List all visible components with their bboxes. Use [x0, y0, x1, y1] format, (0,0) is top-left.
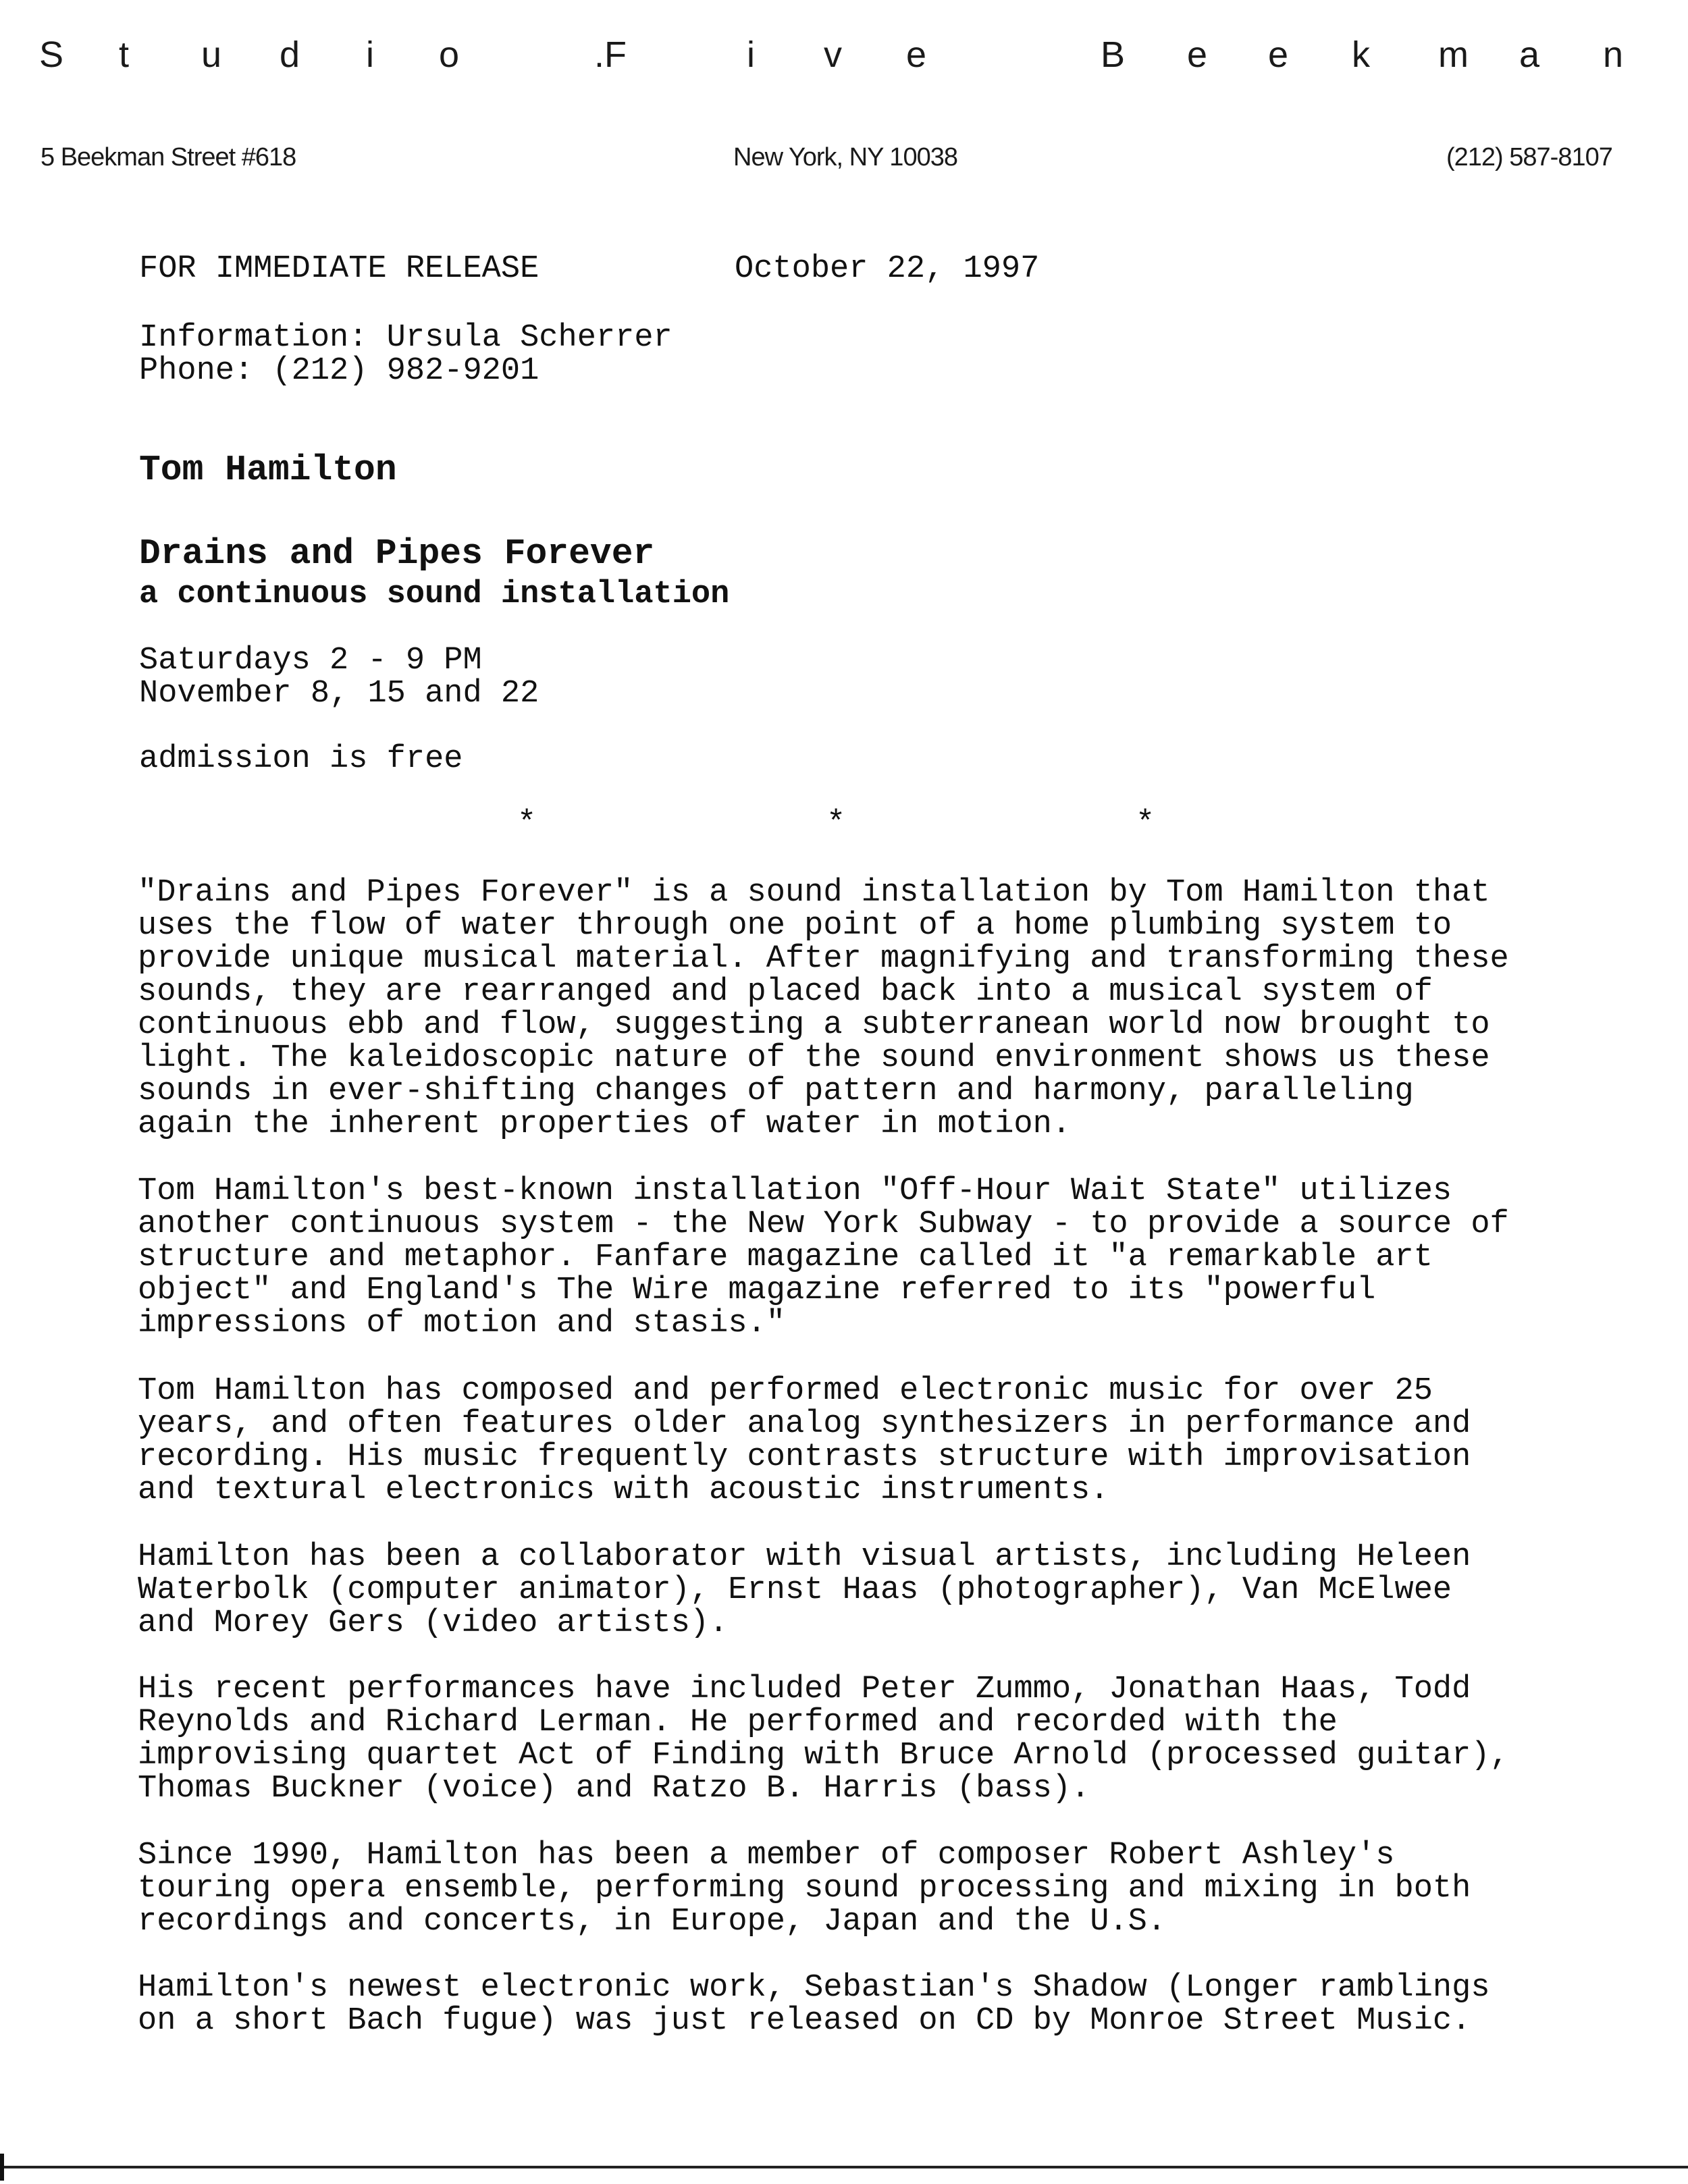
- separator-star: *: [517, 806, 537, 842]
- letterhead-letter: a: [1519, 34, 1540, 75]
- body-paragraph-newest-work: Hamilton's newest electronic work, Sebastian's Shadow (Longer ramblings on a short Bach fugue) was just released on CD by Monroe Street Music.: [138, 1970, 1490, 2039]
- event-subtitle: a continuous sound installation: [139, 577, 730, 612]
- letterhead-street: 5 Beekman Street #618: [41, 143, 296, 171]
- schedule-time: Saturdays 2 - 9 PM: [139, 643, 482, 678]
- body-paragraph-installation: "Drains and Pipes Forever" is a sound installation by Tom Hamilton that uses the flow of water through one point of a home plumbing system to provide unique musical material. After magnifying and transforming these sounds, they are rearranged and placed back into a musical system of continuous ebb and flow, suggesting a subterranean world now brought to light. The kaleidoscopic nature of the sound environment shows us these sounds in ever-shifting changes of pattern and harmony, paralleling again the inherent properties of water in motion.: [138, 875, 1509, 1142]
- letterhead-letter: S: [39, 34, 64, 75]
- admission-note: admission is free: [139, 741, 463, 777]
- page-bottom-rule: [0, 2166, 1688, 2168]
- letterhead-letter: i: [366, 34, 374, 75]
- letterhead-letter: o: [439, 34, 460, 75]
- letterhead-letter: B: [1101, 34, 1126, 75]
- letterhead-letter: i: [747, 34, 755, 75]
- contact-info: Information: Ursula Scherrer: [139, 320, 672, 356]
- letterhead-city: New York, NY 10038: [733, 143, 957, 171]
- letterhead-letter: k: [1352, 34, 1370, 75]
- separator-star: *: [826, 806, 846, 842]
- release-label: FOR IMMEDIATE RELEASE: [139, 251, 539, 287]
- letterhead-letter: d: [280, 34, 300, 75]
- body-paragraph-ashley: Since 1990, Hamilton has been a member of composer Robert Ashley's touring opera ensemble, performing sound processing and mixing in both recordings and concerts, in Europe, Japan and the U.S.: [138, 1838, 1471, 1940]
- letterhead-letter: e: [1187, 34, 1208, 75]
- letterhead-letter: m: [1438, 34, 1469, 75]
- letterhead-letter: .F: [594, 34, 627, 75]
- contact-phone: Phone: (212) 982-9201: [139, 353, 539, 389]
- letterhead-letter: u: [201, 34, 222, 75]
- letterhead-phone: (212) 587-8107: [1446, 143, 1612, 171]
- artist-name: Tom Hamilton: [139, 450, 397, 490]
- body-paragraph-career: Tom Hamilton has composed and performed electronic music for over 25 years, and often features older analog synthesizers in performance and recording. His music frequently contrasts structure with improvisation and textural electronics with acoustic instruments.: [138, 1373, 1471, 1508]
- release-date: October 22, 1997: [735, 251, 1040, 287]
- letterhead-letter: t: [119, 34, 130, 75]
- letterhead-letter: n: [1603, 34, 1624, 75]
- letterhead-letter: e: [906, 34, 927, 75]
- event-title: Drains and Pipes Forever: [139, 533, 655, 574]
- letterhead-letter: v: [824, 34, 842, 75]
- page-edge-mark: [0, 2154, 4, 2181]
- body-paragraph-off-hour: Tom Hamilton's best-known installation "Off-Hour Wait State" utilizes another continuous system - the New York Subway - to provide a source of structure and metaphor. Fanfare magazine called it "a remarkable art object" and England's The Wire magazine referred to its "powerful impressions of motion and stasis.": [138, 1173, 1509, 1341]
- letterhead-name: [39, 31, 1633, 78]
- letterhead-letter: e: [1268, 34, 1289, 75]
- body-paragraph-performances: His recent performances have included Peter Zummo, Jonathan Haas, Todd Reynolds and Richard Lerman. He performed and recorded with the improvising quartet Act of Finding with Bruce Arnold (processed guitar), Thomas Buckner (voice) and Ratzo B. Harris (bass).: [138, 1672, 1509, 1807]
- body-paragraph-collaborators: Hamilton has been a collaborator with visual artists, including Heleen Waterbolk (computer animator), Ernst Haas (photographer), Van McElwee and Morey Gers (video artists).: [138, 1539, 1471, 1641]
- separator-star: *: [1136, 806, 1155, 842]
- schedule-dates: November 8, 15 and 22: [139, 676, 539, 712]
